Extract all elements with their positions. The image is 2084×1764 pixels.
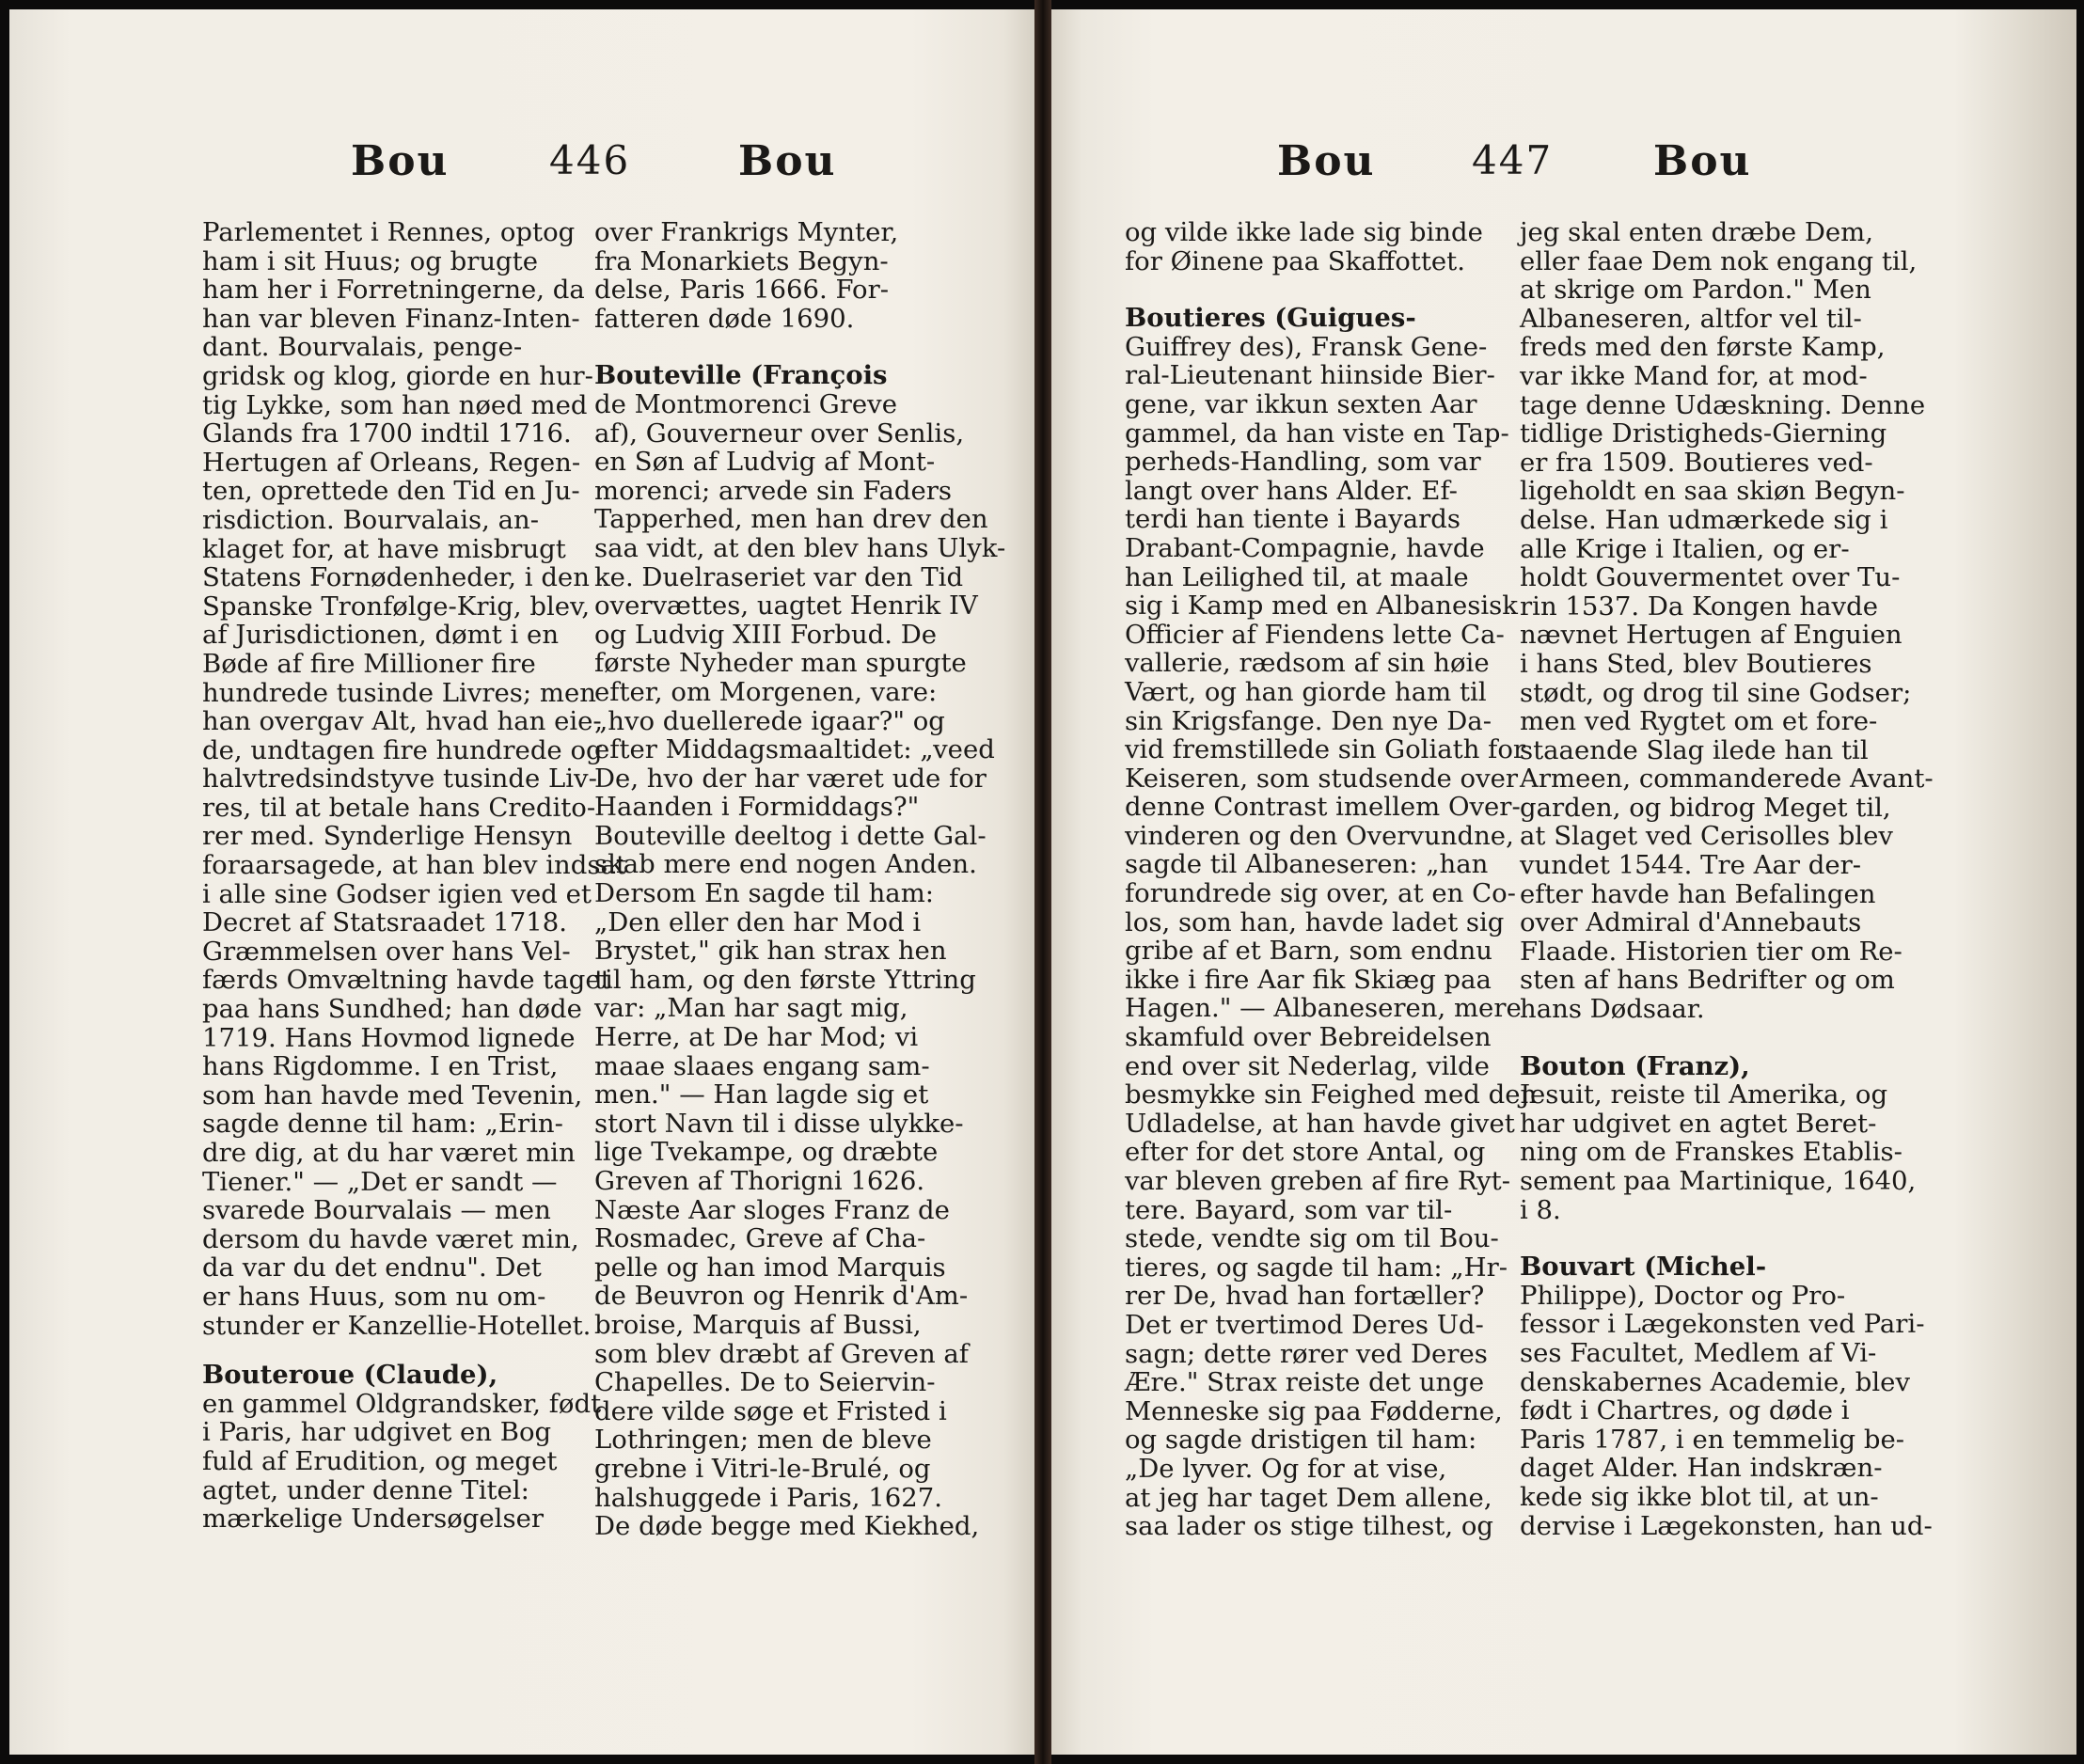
text-line: hans Dødsaar. — [1520, 994, 1705, 1025]
text-line: født i Chartres, og døde i — [1520, 1395, 1850, 1426]
text-line: delse. Han udmærkede sig i — [1520, 504, 1888, 535]
header-left-word: Bou — [1277, 137, 1376, 185]
text-line: tage denne Udæskning. Denne — [1520, 389, 1926, 420]
text-line: men." — Han lagde sig et — [594, 1079, 929, 1110]
text-line: han var bleven Finanz-Inten- — [202, 303, 580, 334]
text-line: pelle og han imod Marquis — [594, 1252, 946, 1283]
running-header — [9, 137, 1034, 194]
text-line: Officier af Fiendens lette Ca- — [1125, 619, 1505, 650]
text-line: denskabernes Academie, blev — [1520, 1366, 1910, 1397]
text-line: en gammel Oldgrandsker, født — [202, 1388, 602, 1419]
text-line: grebne i Vitri-le-Brulé, og — [594, 1453, 931, 1484]
text-line: at skrige om Pardon." Men — [1520, 275, 1871, 306]
text-line: denne Contrast imellem Over- — [1125, 792, 1521, 823]
entry-headword-line: Boutieres (Guigues- — [1125, 303, 1416, 334]
page-number: 446 — [549, 137, 631, 183]
text-line: han Leilighed til, at maale — [1125, 561, 1469, 592]
text-line: sin Krigsfange. Den nye Da- — [1125, 705, 1492, 736]
entry-headword-line: Bouteroue (Claude), — [202, 1360, 498, 1391]
text-line: fuld af Erudition, og meget — [202, 1445, 558, 1476]
text-line: garden, og bidrog Meget til, — [1520, 792, 1891, 823]
text-line: Albaneseren, altfor vel til- — [1520, 303, 1862, 334]
text-line: og sagde dristigen til ham: — [1125, 1425, 1477, 1456]
text-line: skamfuld over Bebreidelsen — [1125, 1022, 1492, 1053]
text-line: Chapelles. De to Seiervin- — [594, 1367, 936, 1398]
text-line: over Frankrigs Mynter, — [594, 217, 899, 247]
text-line: men ved Rygtet om et fore- — [1520, 706, 1878, 737]
text-column-2 — [1520, 217, 1934, 1541]
right-page — [1051, 9, 2076, 1755]
text-line: klaget for, at have misbrugt — [202, 533, 566, 564]
text-line: er fra 1509. Boutieres ved- — [1520, 447, 1873, 478]
text-line: foraarsagede, at han blev indsat — [202, 850, 626, 881]
text-line: tere. Bayard, som var til- — [1125, 1194, 1453, 1225]
text-line: stort Navn til i disse ulykke- — [594, 1108, 964, 1139]
text-line: ham i sit Huus; og brugte — [202, 245, 538, 276]
text-line: første Nyheder man spurgte — [594, 648, 967, 679]
text-line: fra Monarkiets Begyn- — [594, 245, 889, 276]
text-line: los, som han, havde ladet sig — [1125, 906, 1505, 937]
text-line: Philippe), Doctor og Pro- — [1520, 1280, 1846, 1311]
text-line: ral-Lieutenant hiinside Bier- — [1125, 360, 1495, 391]
text-line: fessor i Lægekonsten ved Pari- — [1520, 1309, 1925, 1340]
text-line: delse, Paris 1666. For- — [594, 275, 890, 306]
text-line: „De lyver. Og for at vise, — [1125, 1453, 1447, 1484]
text-line: til ham, og den første Yttring — [594, 964, 976, 995]
text-line: ham her i Forretningerne, da — [202, 275, 585, 306]
text-line: sagn; dette rører ved Deres — [1125, 1338, 1488, 1369]
text-line: gribe af et Barn, som endnu — [1125, 936, 1492, 967]
entry-headword-line: Bouton (Franz), — [1520, 1050, 1750, 1081]
text-line: perheds-Handling, som var — [1125, 447, 1481, 478]
text-column-2 — [594, 217, 1006, 1542]
text-line: rer De, hvad han fortæller? — [1125, 1281, 1485, 1312]
text-line: Græmmelsen over hans Vel- — [202, 936, 571, 967]
article-continuation — [1520, 217, 1934, 1025]
text-line: gridsk og klog, giorde en hur- — [202, 360, 593, 391]
text-line: kede sig ikke blot til, at un- — [1520, 1481, 1879, 1512]
text-line: de, undtagen fire hundrede og — [202, 734, 603, 765]
text-line: vid fremstillede sin Goliath for — [1125, 734, 1526, 765]
text-line: hans Rigdomme. I en Trist, — [202, 1051, 559, 1082]
header-right-word: Bou — [738, 137, 837, 185]
header-left-word: Bou — [351, 137, 450, 185]
text-line: som blev dræbt af Greven af — [594, 1338, 969, 1369]
text-line: halshuggede i Paris, 1627. — [594, 1482, 943, 1513]
text-line: Jesuit, reiste til Amerika, og — [1520, 1079, 1888, 1110]
text-line: nævnet Hertugen af Enguien — [1520, 620, 1902, 651]
text-line: sten af hans Bedrifter og om — [1520, 965, 1895, 996]
text-line: end over sit Nederlag, vilde — [1125, 1050, 1490, 1081]
text-line: af Jurisdictionen, dømt i en — [202, 620, 560, 651]
text-line: en Søn af Ludvig af Mont- — [594, 447, 936, 478]
text-line: alle Krige i Italien, og er- — [1520, 533, 1850, 564]
text-line: 1719. Hans Hovmod lignede — [202, 1022, 576, 1053]
text-line: Keiseren, som studsende over — [1125, 763, 1519, 794]
text-line: saa lader os stige tilhest, og — [1125, 1511, 1494, 1542]
text-line: maae slaaes engang sam- — [594, 1050, 930, 1081]
text-line: ke. Duelraseriet var den Tid — [594, 561, 964, 592]
text-line: Det er tvertimod Deres Ud- — [1125, 1309, 1484, 1340]
text-line: ning om de Franskes Etablis- — [1520, 1137, 1902, 1168]
article-continuation — [1125, 218, 1510, 276]
text-line: vundet 1544. Tre Aar der- — [1520, 850, 1862, 881]
article-boutieres — [1125, 303, 1538, 1542]
text-line: De døde begge med Kiekhed, — [594, 1511, 980, 1542]
text-line: dre dig, at du har været min — [202, 1138, 576, 1168]
text-line: Tapperhed, men han drev den — [594, 504, 988, 535]
article-continuation — [202, 217, 626, 1341]
text-line: Paris 1787, i en temmelig be- — [1520, 1424, 1905, 1455]
text-line: skab mere end nogen Anden. — [594, 849, 977, 880]
text-line: Haanden i Formiddags?" — [594, 792, 920, 823]
text-line: tieres, og sagde til ham: „Hr- — [1125, 1252, 1508, 1283]
text-line: hundrede tusinde Livres; men — [202, 677, 596, 708]
text-line: efter havde han Befalingen — [1520, 878, 1876, 909]
running-header — [1051, 137, 2076, 194]
text-line: Decret af Statsraadet 1718. — [202, 907, 568, 938]
entry-headword-line: Bouvart (Michel- — [1520, 1252, 1767, 1283]
text-line: at Slaget ved Cerisolles blev — [1520, 821, 1893, 852]
text-line: Statens Fornødenheder, i den — [202, 562, 590, 593]
text-line: Bouteville deeltog i dette Gal- — [594, 820, 987, 851]
left-page — [9, 9, 1034, 1755]
text-line: Glands fra 1700 indtil 1716. — [202, 418, 572, 449]
text-line: i Paris, har udgivet en Bog — [202, 1417, 552, 1448]
text-column-1 — [1125, 217, 1538, 1542]
text-line: broise, Marquis af Bussi, — [594, 1309, 922, 1340]
text-line: Udladelse, at han havde givet — [1125, 1108, 1515, 1139]
text-line: Hagen." — Albaneseren, mere — [1125, 993, 1522, 1024]
text-line: staaende Slag ilede han til — [1520, 734, 1869, 765]
text-line: langt over hans Alder. Ef- — [1125, 475, 1458, 506]
text-line: Armeen, commanderede Avant- — [1520, 764, 1934, 795]
text-line: Lothringen; men de bleve — [594, 1425, 932, 1456]
text-line: res, til at betale hans Credito- — [202, 792, 596, 823]
header-right-word: Bou — [1653, 137, 1752, 185]
text-line: han overgav Alt, hvad han eie- — [202, 706, 602, 737]
text-line: sig i Kamp med en Albanesisk — [1125, 591, 1518, 622]
text-line: Drabant-Compagnie, havde — [1125, 532, 1485, 563]
article-continuation — [594, 218, 989, 333]
text-line: var bleven greben af fire Ryt- — [1125, 1166, 1511, 1196]
text-column-1 — [202, 217, 626, 1535]
text-line: daget Alder. Han indskræn- — [1520, 1453, 1883, 1484]
text-line: ikke i fire Aar fik Skiæg paa — [1125, 964, 1492, 995]
text-line: rer med. Synderlige Hensyn — [202, 821, 573, 852]
text-line: i 8. — [1520, 1194, 1561, 1225]
text-line: dere vilde søge et Fristed i — [594, 1395, 947, 1426]
text-line: Parlementet i Rennes, optog — [202, 217, 576, 247]
text-line: forundrede sig over, at en Co- — [1125, 878, 1516, 909]
entry-headword-line: Bouteville (François — [594, 360, 888, 391]
text-line: „hvo duellerede igaar?" og — [594, 705, 945, 736]
text-line: Menneske sig paa Fødderne, — [1125, 1395, 1503, 1426]
text-line: „Den eller den har Mod i — [594, 906, 922, 937]
text-line: Vært, og han giorde ham til — [1125, 676, 1487, 707]
article-bouvart — [1520, 1252, 1933, 1541]
text-line: Herre, at De har Mod; vi — [594, 1022, 919, 1053]
text-line: overvættes, uagtet Henrik IV — [594, 591, 978, 622]
text-line: og vilde ikke lade sig binde — [1125, 217, 1483, 247]
text-line: de Montmorenci Greve — [594, 388, 897, 419]
text-line: Flaade. Historien tier om Re- — [1520, 936, 1902, 967]
text-line: efter for det store Antal, og — [1125, 1137, 1486, 1168]
text-line: sagde denne til ham: „Erin- — [202, 1109, 563, 1140]
text-line: har udgivet en agtet Beret- — [1520, 1108, 1877, 1139]
text-line: Ære." Strax reiste det unge — [1125, 1367, 1485, 1398]
text-line: vallerie, rædsom af sin høie — [1125, 648, 1490, 679]
text-line: færds Omvæltning havde taget — [202, 965, 611, 996]
article-bouteville — [594, 360, 1006, 1542]
text-line: er hans Huus, som nu om- — [202, 1281, 546, 1312]
text-line: lige Tvekampe, og dræbte — [594, 1137, 939, 1168]
text-line: Tiener." — „Det er sandt — — [202, 1166, 558, 1197]
text-line: over Admiral d'Annebauts — [1520, 907, 1862, 938]
text-line: Næste Aar sloges Franz de — [594, 1194, 950, 1225]
text-line: var ikke Mand for, at mod- — [1520, 360, 1868, 391]
text-line: og Ludvig XIII Forbud. De — [594, 619, 938, 650]
text-line: af), Gouverneur over Senlis, — [594, 417, 965, 449]
text-line: mærkelige Undersøgelser — [202, 1504, 545, 1535]
text-line: besmykke sin Feighed med den — [1125, 1079, 1538, 1110]
text-line: sement paa Martinique, 1640, — [1520, 1166, 1917, 1196]
text-line: sagde til Albaneseren: „han — [1125, 849, 1489, 880]
text-line: ses Facultet, Medlem af Vi- — [1520, 1337, 1877, 1368]
article-bouteroue — [202, 1360, 602, 1535]
text-line: terdi han tiente i Bayards — [1125, 504, 1461, 535]
text-line: ligeholdt en saa skiøn Begyn- — [1520, 476, 1905, 507]
text-line: Brystet," gik han strax hen — [594, 936, 947, 967]
text-line: halvtredsindstyve tusinde Liv- — [202, 764, 597, 795]
text-line: vinderen og den Overvundne, — [1125, 820, 1514, 851]
text-line: paa hans Sundhed; han døde — [202, 994, 582, 1025]
text-line: ten, oprettede den Tid en Ju- — [202, 476, 580, 507]
page-number: 447 — [1472, 137, 1554, 183]
text-line: dersom du havde været min, — [202, 1223, 579, 1254]
text-line: tig Lykke, som han nøed med — [202, 389, 588, 420]
text-line: Hertugen af Orleans, Regen- — [202, 447, 581, 478]
text-line: dant. Bourvalais, penge- — [202, 332, 523, 363]
text-line: saa vidt, at den blev hans Ulyk- — [594, 532, 1006, 563]
text-line: rin 1537. Da Kongen havde — [1520, 591, 1878, 622]
text-line: de Beuvron og Henrik d'Am- — [594, 1281, 969, 1312]
text-line: Spanske Tronfølge-Krig, blev, — [202, 591, 591, 622]
text-line: var: „Man har sagt mig, — [594, 993, 908, 1024]
book-gutter — [1034, 0, 1051, 1764]
text-line: i hans Sted, blev Boutieres — [1520, 648, 1872, 679]
text-line: freds med den første Kamp, — [1520, 332, 1886, 363]
text-line: tidlige Dristigheds-Gierning — [1520, 418, 1887, 449]
text-line: gammel, da han viste en Tap- — [1125, 417, 1509, 449]
text-line: da var du det endnu". Det — [202, 1252, 542, 1284]
text-line: efter Middagsmaaltidet: „veed — [594, 734, 995, 765]
text-line: efter, om Morgenen, vare: — [594, 676, 938, 707]
text-line: agtet, under denne Titel: — [202, 1474, 529, 1505]
text-line: i alle sine Godser igien ved et — [202, 878, 592, 909]
text-line: Bøde af fire Millioner fire — [202, 648, 536, 679]
text-line: Rosmadec, Greve af Cha- — [594, 1223, 926, 1254]
text-line: risdiction. Bourvalais, an- — [202, 504, 539, 535]
text-line: De, hvo der har været ude for — [594, 763, 987, 794]
text-line: Dersom En sagde til ham: — [594, 878, 935, 909]
article-bouton — [1520, 1052, 1915, 1225]
text-line: for Øinene paa Skaffottet. — [1125, 245, 1465, 276]
text-line: morenci; arvede sin Faders — [594, 475, 953, 506]
text-line: dervise i Lægekonsten, han ud- — [1520, 1510, 1933, 1541]
text-line: stunder er Kanzellie-Hotellet. — [202, 1310, 592, 1341]
text-line: gene, var ikkun sexten Aar — [1125, 388, 1477, 419]
text-line: som han havde med Tevenin, — [202, 1079, 583, 1110]
text-line: jeg skal enten dræbe Dem, — [1520, 217, 1873, 247]
text-line: holdt Gouvermentet over Tu- — [1520, 562, 1901, 593]
text-line: stødt, og drog til sine Godser; — [1520, 677, 1912, 708]
text-line: fatteren døde 1690. — [594, 303, 855, 334]
text-line: Greven af Thorigni 1626. — [594, 1166, 925, 1196]
text-line: eller faae Dem nok engang til, — [1520, 245, 1918, 276]
text-line: stede, vendte sig om til Bou- — [1125, 1223, 1499, 1254]
text-line: Guiffrey des), Fransk Gene- — [1125, 331, 1488, 362]
text-line: svarede Bourvalais — men — [202, 1195, 551, 1226]
text-line: at jeg har taget Dem allene, — [1125, 1482, 1492, 1513]
